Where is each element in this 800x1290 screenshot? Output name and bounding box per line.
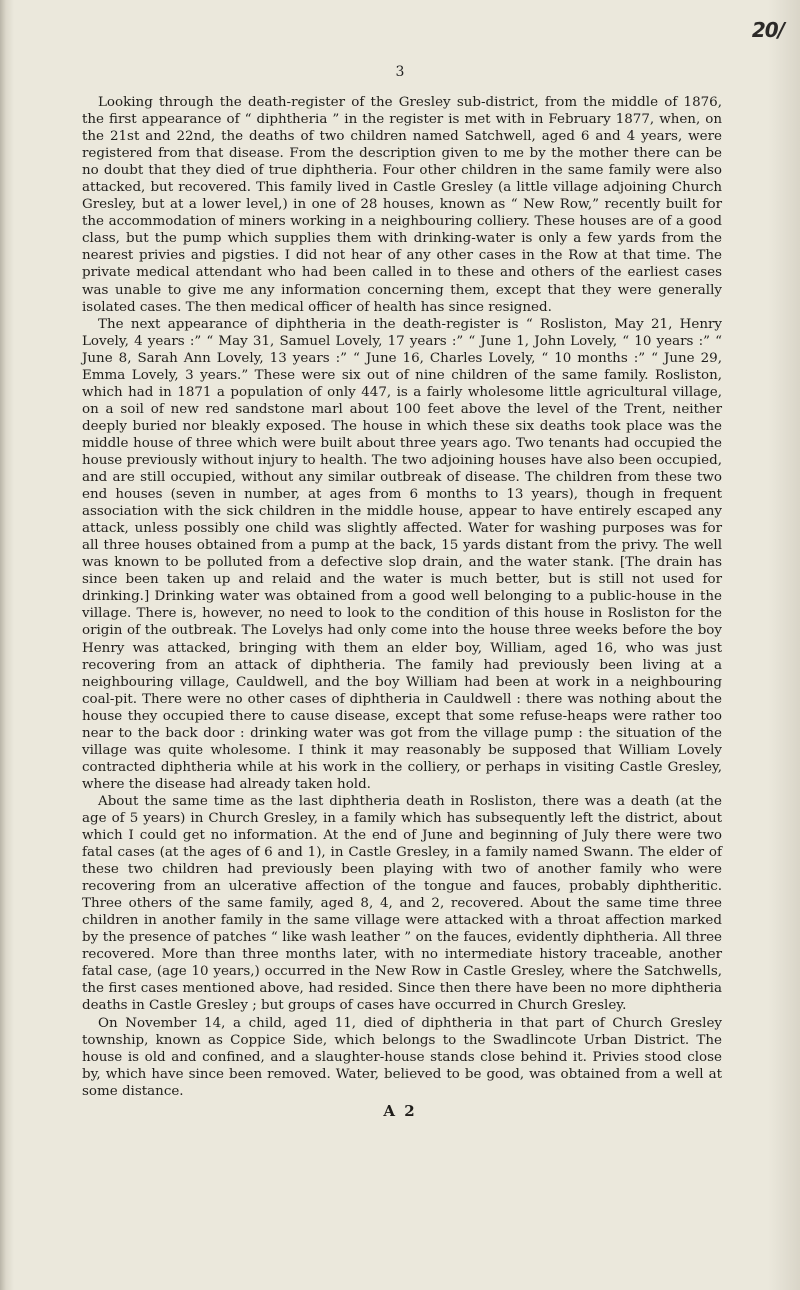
page-number: 3 xyxy=(395,64,405,80)
paragraph: Looking through the death-register of the Gresley sub-district, from the middle of 1876, the first appearance of “ diphtheria ” in the register is met with in February 1877, when, on the 21st and 22nd, the deaths of two children named Satchwell, aged 6 and 4 years, were registered from that disease. From the description given to me by the mother there can be no doubt that they died of true diphtheria. Four other children in the same family were also attacked, but recovered. This family lived in Castle Gresley (a little village adjoining Church Gresley, but at a lower level,) in one of 28 houses, known as “ New Row,” recently built for the accommodation of miners working in a neighbouring colliery. These houses are of a good class, but the pump which supplies them with drinking-water is only a few yards from the nearest privies and pigsties. I did not hear of any other cases in the Row at that time. The private medical attendant who had been called in to these and others of the earliest cases was unable to give me any information concerning them, except that they were generally isolated cases. The then medical officer of health has since resigned. xyxy=(82,95,722,315)
signature-mark: A 2 xyxy=(383,1102,417,1120)
paragraph: On November 14, a child, aged 11, died of diphtheria in that part of Church Gresley township, known as Coppice Side, which belongs to the Swadlincote Urban District. The house is old and confined, and a slaughter-house stands close behind it. Privies stood close by, which have since been removed. Water, believed to be good, was obtained from a well at some distance. xyxy=(82,1015,722,1099)
text-body xyxy=(82,94,722,1100)
paragraph: About the same time as the last diphtheria death in Rosliston, there was a death (at the age of 5 years) in Church Gresley, in a family which has subsequently left the district, about which I could get no information. At the end of June and beginning of July there were two fatal cases (at the ages of 6 and 1), in Castle Gresley, in a family named Swann. The elder of these two children had previously been playing with two of another family who were recovering from an ulcerative affection of the tongue and fauces, probably diphtheritic. Three others of the same family, aged 8, 4, and 2, recovered. About the same time three children in another family in the same village were attacked with a throat affection marked by the presence of patches “ like wash leather ” on the fauces, evidently diphtheria. All three recovered. More than three months later, with no intermediate history traceable, another fatal case, (age 10 years,) occurred in the New Row in Castle Gresley, where the Satchwells, the first cases mentioned above, had resided. Since then there have been no more diphtheria deaths in Castle Gresley ; but groups of cases have occurred in Church Gresley. xyxy=(82,793,722,1014)
paragraph: The next appearance of diphtheria in the death-register is “ Rosliston, May 21, Henry Lovely, 4 years :” “ May 31, Samuel Lovely, 17 years :” “ June 1, John Lovely, “ 10 years :” “ June 8, Sarah Ann Lovely, 13 years :” “ June 16, Charles Lovely, “ 10 months :” “ June 29, Emma Lovely, 3 years.” These were six out of nine children of the same family. Rosliston, which had in 1871 a population of only 447, is a fairly wholesome little agricultural village, on a soil of new red sandstone marl about 100 feet above the level of the Trent, neither deeply buried nor bleakly exposed. The house in which these six deaths took place was the middle house of three which were built about three years ago. Two tenants had occupied the house previously without injury to health. The two adjoining houses have also been occupied, and are still occupied, without any similar outbreak of disease. The children from these two end houses (seven in number, at ages from 6 months to 13 years), though in frequent association with the sick children in the middle house, appear to have entirely escaped any attack, unless possibly one child was slightly affected. Water for washing purposes was for all three houses obtained from a pump at the back, 15 yards distant from the privy. The well was known to be polluted from a defective slop drain, and the water stank. [The drain has since been taken up and relaid and the water is much better, but is still not used for drinking.] Drinking water was obtained from a good well belonging to a public-house in the village. There is, however, no need to look to the condition of this house in Rosliston for the origin of the outbreak. The Lovelys had only come into the house three weeks before the boy Henry was attacked, bringing with them an elder boy, William, aged 16, who was just recovering from an attack of diphtheria. The family had previously been living at a neighbouring village, Cauldwell, and the boy William had been at work in a neighbouring coal-pit. There were no other cases of diphtheria in Cauldwell : there was nothing about the house they occupied there to cause disease, except that some refuse-heaps were rather too near to the back door : drinking water was got from the village pump : the situation of the village was quite wholesome. I think it may reasonably be supposed that William Lovely contracted diphtheria while at his work in the colliery, or perhaps in visiting Castle Gresley, where the disease had already taken hold. xyxy=(82,316,722,792)
archive-number-mark: 20/ xyxy=(751,18,784,42)
